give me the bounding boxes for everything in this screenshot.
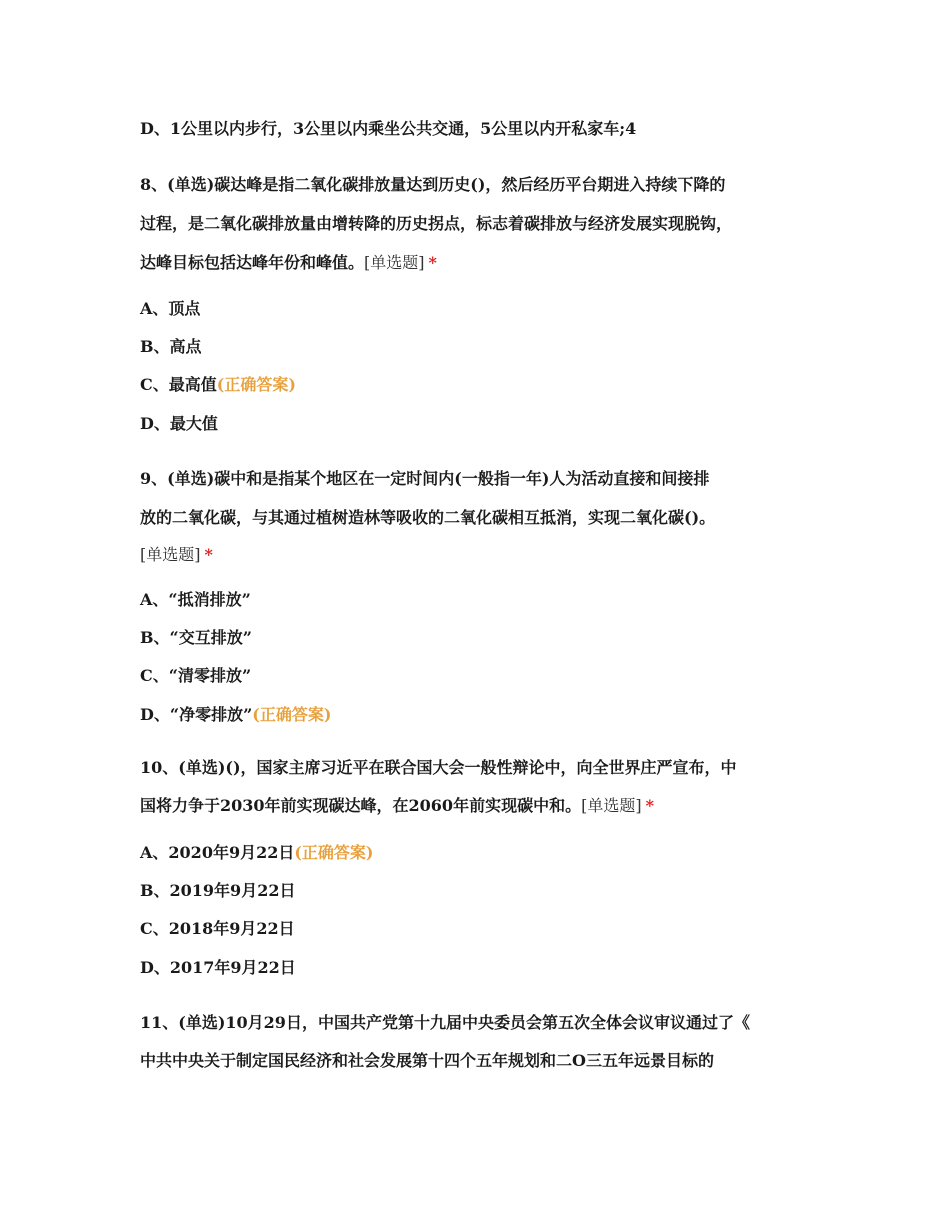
option-a: A、2020年9月22日(正确答案)	[140, 843, 374, 862]
correct-answer-label: (正确答案)	[294, 843, 374, 862]
prev-option-d: D、1公里以内步行，3公里以内乘坐公共交通，5公里以内开私家车;4	[140, 119, 637, 138]
question-10-line-1: 10、(单选)()，国家主席习近平在联合国大会一般性辩论中，向全世界庄严宣布，中	[140, 758, 737, 777]
question-9-line-2: 放的二氧化碳，与其通过植树造林等吸收的二氧化碳相互抵消，实现二氧化碳()。	[140, 508, 716, 527]
question-8-line-2: 过程，是二氧化碳排放量由增转降的历史拐点，标志着碳排放与经济发展实现脱钩，	[140, 214, 733, 233]
option-a: A、顶点	[140, 299, 201, 318]
option-b: B、“交互排放”	[140, 628, 252, 647]
question-type-label: [单选题]	[140, 545, 201, 564]
option-b: B、高点	[140, 337, 202, 356]
required-asterisk: *	[645, 796, 654, 815]
option-c: C、2018年9月22日	[140, 919, 295, 938]
option-d: D、“净零排放”(正确答案)	[140, 705, 332, 724]
correct-answer-label: (正确答案)	[252, 705, 332, 724]
correct-answer-label: (正确答案)	[216, 375, 296, 394]
question-8-line-3: 达峰目标包括达峰年份和峰值。[单选题] *	[140, 253, 437, 272]
question-10-line-2: 国将力争于2030年前实现碳达峰，在2060年前实现碳中和。[单选题] *	[140, 796, 654, 815]
question-type-label: [单选题]	[581, 796, 642, 815]
question-9-line-3	[140, 544, 820, 566]
required-asterisk: *	[204, 545, 213, 564]
option-b: B、2019年9月22日	[140, 881, 296, 900]
question-type-label: [单选题]	[364, 253, 425, 272]
question-8-line-1: 8、(单选)碳达峰是指二氧化碳排放量达到历史()，然后经历平台期进入持续下降的	[140, 175, 726, 194]
option-c: C、最高值(正确答案)	[140, 375, 296, 394]
required-asterisk: *	[428, 253, 437, 272]
question-11-line-2: 中共中央关于制定国民经济和社会发展第十四个五年规划和二O三五年远景目标的	[140, 1051, 714, 1070]
option-c: C、“清零排放”	[140, 666, 252, 685]
option-a: A、“抵消排放”	[140, 590, 251, 609]
question-9-line-1: 9、(单选)碳中和是指某个地区在一定时间内(一般指一年)人为活动直接和间接排	[140, 469, 710, 488]
question-11-line-1: 11、(单选)10月29日，中国共产党第十九届中央委员会第五次全体会议审议通过了《	[140, 1013, 750, 1032]
option-d: D、最大值	[140, 414, 218, 433]
option-d: D、2017年9月22日	[140, 958, 296, 977]
